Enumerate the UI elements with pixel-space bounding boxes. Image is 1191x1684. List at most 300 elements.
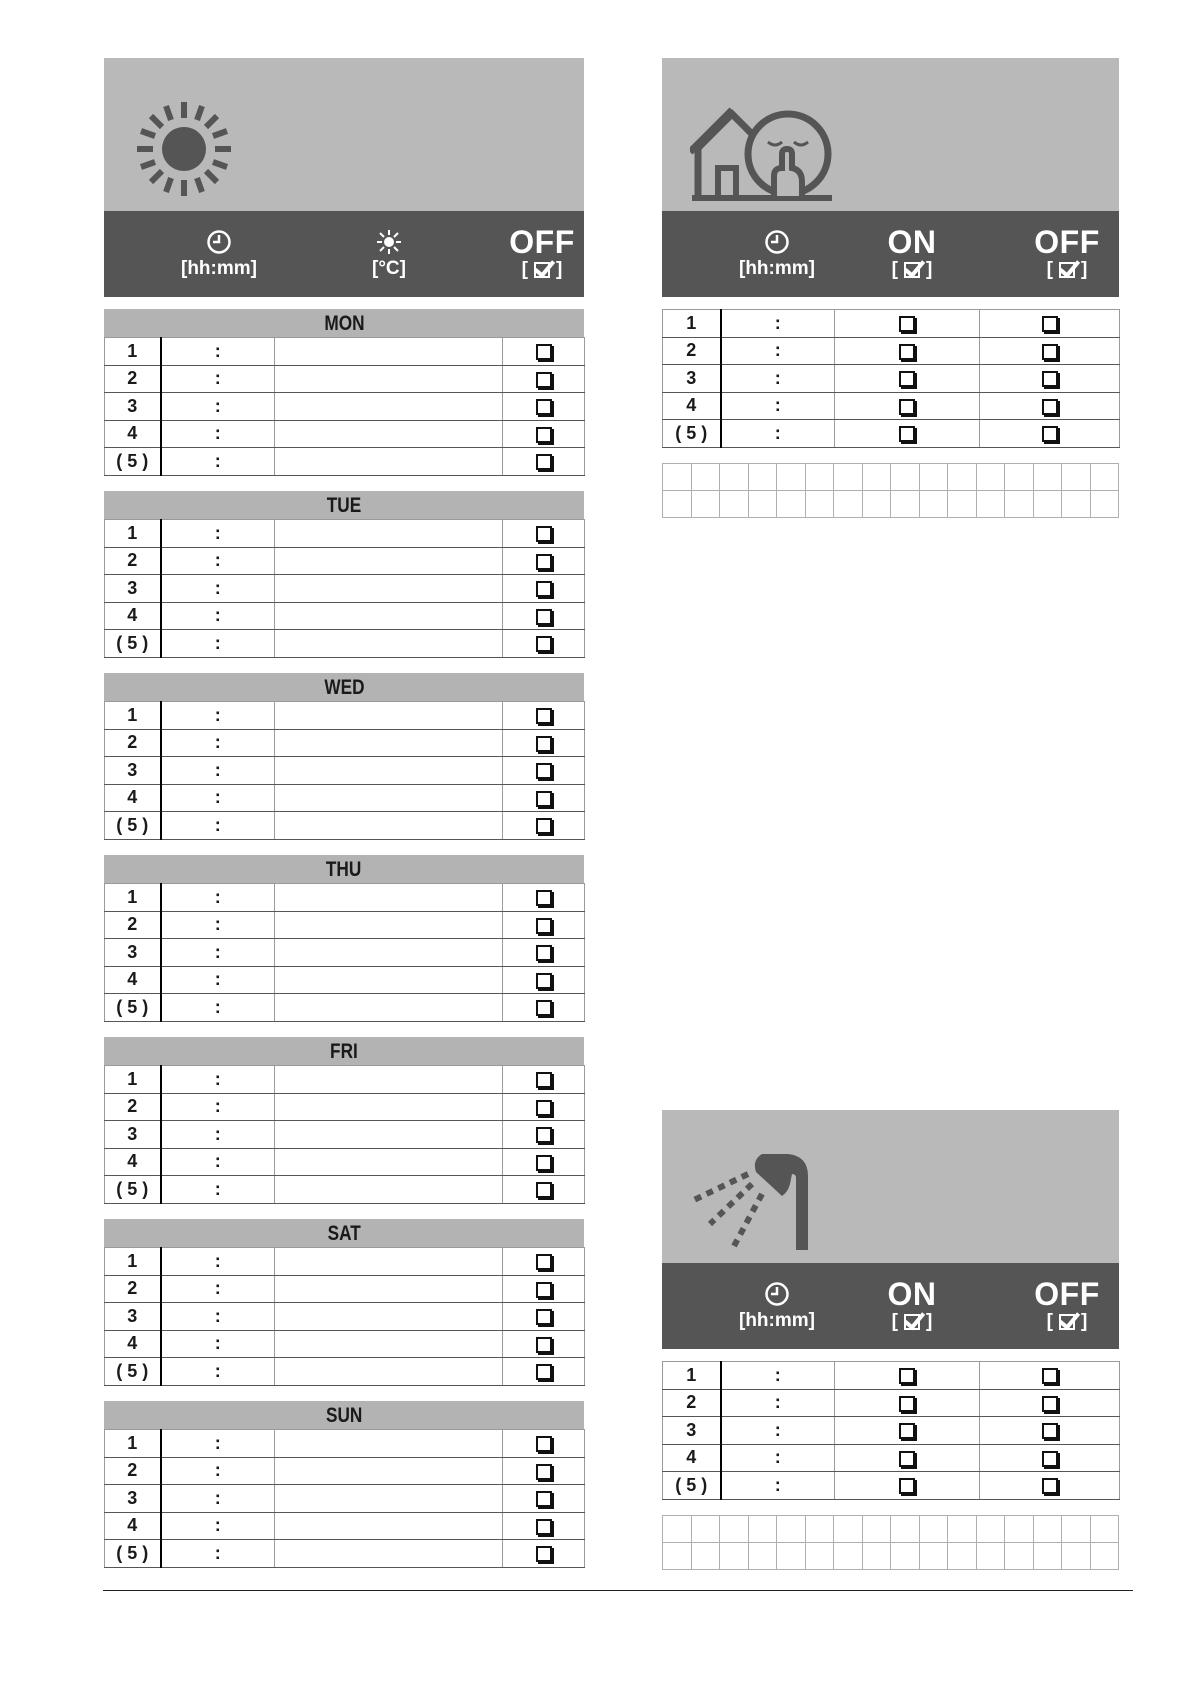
table-row (663, 420, 1120, 448)
notes-cell[interactable] (777, 464, 806, 491)
on-cell (835, 1417, 980, 1445)
off-checkbox[interactable] (1042, 316, 1058, 332)
notes-cell[interactable] (976, 1516, 1005, 1543)
notes-cell[interactable] (777, 491, 806, 518)
time-field[interactable]: : (161, 911, 275, 939)
slot-number: 1 (105, 884, 161, 912)
table-row (105, 520, 585, 548)
time-field[interactable]: : (721, 1389, 835, 1417)
time-field[interactable]: : (161, 1248, 275, 1276)
day-schedule-fri (104, 1037, 584, 1204)
table-row (105, 1512, 585, 1540)
notes-cell[interactable] (805, 491, 834, 518)
time-field[interactable]: : (721, 365, 835, 393)
off-checkbox[interactable] (536, 1546, 552, 1562)
notes-cell[interactable] (862, 1516, 891, 1543)
notes-cell[interactable] (891, 491, 920, 518)
time-field[interactable]: : (161, 1176, 275, 1204)
off-cell (980, 420, 1120, 448)
off-cell (980, 365, 1120, 393)
time-field[interactable]: : (721, 1417, 835, 1445)
off-cell (503, 1358, 585, 1386)
off-cell (980, 310, 1120, 338)
time-field[interactable]: : (161, 1275, 275, 1303)
notes-cell[interactable] (748, 1543, 777, 1570)
checked-box-icon (904, 262, 920, 278)
on-checkbox[interactable] (899, 426, 915, 442)
slot-number: 3 (105, 393, 161, 421)
temperature-field[interactable] (275, 520, 503, 548)
day-schedule-sat (104, 1219, 584, 1386)
temperature-field[interactable] (275, 1303, 503, 1331)
off-checkbox[interactable] (1042, 1368, 1058, 1384)
time-field[interactable]: : (721, 310, 835, 338)
day-schedule-tue (104, 491, 584, 658)
notes-cell[interactable] (862, 1543, 891, 1570)
off-checkbox[interactable] (536, 763, 552, 779)
table-row (105, 1275, 585, 1303)
off-checkbox[interactable] (1042, 371, 1058, 387)
time-field[interactable]: : (161, 338, 275, 366)
off-checkbox[interactable] (536, 1337, 552, 1353)
notes-cell[interactable] (834, 1516, 863, 1543)
slot-number: 4 (105, 420, 161, 448)
temperature-field[interactable] (275, 547, 503, 575)
page-bottom-rule (103, 1590, 1133, 1591)
notes-cell[interactable] (1090, 491, 1119, 518)
quiet-panel (662, 58, 1119, 298)
quiet-header (662, 211, 1119, 297)
notes-cell[interactable] (1033, 464, 1062, 491)
notes-cell[interactable] (1033, 1516, 1062, 1543)
off-checkbox[interactable] (536, 344, 552, 360)
temperature-field[interactable] (275, 1176, 503, 1204)
notes-cell[interactable] (919, 1543, 948, 1570)
time-field[interactable]: : (161, 575, 275, 603)
notes-cell[interactable] (805, 464, 834, 491)
off-column-header (1027, 1263, 1107, 1349)
slot-number: 2 (105, 365, 161, 393)
temperature-field[interactable] (275, 448, 503, 476)
temperature-field[interactable] (275, 966, 503, 994)
temperature-field[interactable] (275, 1248, 503, 1276)
hot-water-notes-grid (662, 1515, 1119, 1570)
on-column-header (872, 211, 952, 297)
temperature-field[interactable] (275, 812, 503, 840)
table-row (105, 702, 585, 730)
temperature-field[interactable] (275, 1148, 503, 1176)
off-checkbox[interactable] (536, 1254, 552, 1270)
notes-cell[interactable] (1005, 1516, 1034, 1543)
day-schedule-thu (104, 855, 584, 1022)
off-cell (503, 1066, 585, 1094)
notes-row (663, 491, 1119, 518)
temperature-field[interactable] (275, 1457, 503, 1485)
quiet-home-icon (690, 96, 840, 206)
off-checkbox[interactable] (536, 1155, 552, 1171)
time-field[interactable]: : (161, 729, 275, 757)
off-cell (980, 1417, 1120, 1445)
notes-cell[interactable] (748, 1516, 777, 1543)
temperature-field[interactable] (275, 1093, 503, 1121)
on-checkbox[interactable] (899, 371, 915, 387)
on-checkbox[interactable] (899, 1368, 915, 1384)
notes-cell[interactable] (891, 464, 920, 491)
off-checkbox[interactable] (1042, 399, 1058, 415)
off-checkbox[interactable] (1042, 1451, 1058, 1467)
slot-number: 2 (105, 1457, 161, 1485)
time-field[interactable]: : (161, 448, 275, 476)
time-field[interactable]: : (161, 1358, 275, 1386)
table-row (105, 1121, 585, 1149)
notes-cell[interactable] (919, 464, 948, 491)
clock-icon (206, 229, 232, 255)
table-row (105, 784, 585, 812)
off-cell (503, 1485, 585, 1513)
off-checkbox[interactable] (536, 1282, 552, 1298)
temperature-field[interactable] (275, 939, 503, 967)
notes-cell[interactable] (1090, 464, 1119, 491)
off-checkbox[interactable] (536, 1072, 552, 1088)
on-check-legend: [ ] (891, 259, 933, 280)
time-field[interactable]: : (161, 547, 275, 575)
time-field[interactable]: : (161, 812, 275, 840)
time-field[interactable]: : (161, 1330, 275, 1358)
time-field[interactable]: : (721, 1472, 835, 1500)
off-checkbox[interactable] (536, 736, 552, 752)
notes-cell[interactable] (720, 491, 749, 518)
notes-cell[interactable] (663, 1516, 692, 1543)
notes-cell[interactable] (948, 464, 977, 491)
time-field[interactable]: : (161, 1512, 275, 1540)
off-checkbox[interactable] (1042, 1423, 1058, 1439)
notes-cell[interactable] (976, 1543, 1005, 1570)
on-checkbox[interactable] (899, 1451, 915, 1467)
table-row (105, 1540, 585, 1568)
slot-number: 3 (105, 1303, 161, 1331)
slot-number: 2 (105, 911, 161, 939)
notes-cell[interactable] (720, 1516, 749, 1543)
time-field[interactable]: : (161, 1121, 275, 1149)
temperature-field[interactable] (275, 575, 503, 603)
temperature-field[interactable] (275, 1121, 503, 1149)
temperature-field[interactable] (275, 1358, 503, 1386)
table-row (105, 1248, 585, 1276)
time-field[interactable]: : (161, 1485, 275, 1513)
time-field[interactable]: : (721, 392, 835, 420)
notes-cell[interactable] (691, 1516, 720, 1543)
off-checkbox[interactable] (536, 1309, 552, 1325)
notes-cell[interactable] (919, 1516, 948, 1543)
hot-water-icon-band (662, 1110, 1119, 1263)
sun-small-icon (376, 229, 402, 255)
on-checkbox[interactable] (899, 1423, 915, 1439)
time-field[interactable]: : (161, 757, 275, 785)
temperature-unit-label: [°C] (372, 257, 406, 279)
off-checkbox[interactable] (536, 918, 552, 934)
off-cell (980, 1444, 1120, 1472)
notes-cell[interactable] (1033, 1543, 1062, 1570)
time-field[interactable]: : (161, 1457, 275, 1485)
time-field[interactable]: : (161, 994, 275, 1022)
temperature-field[interactable] (275, 338, 503, 366)
notes-cell[interactable] (720, 1543, 749, 1570)
off-cell (503, 1540, 585, 1568)
notes-cell[interactable] (691, 1543, 720, 1570)
notes-cell[interactable] (976, 464, 1005, 491)
notes-cell[interactable] (919, 491, 948, 518)
off-checkbox[interactable] (536, 945, 552, 961)
notes-cell[interactable] (1062, 464, 1091, 491)
off-checkbox[interactable] (536, 1491, 552, 1507)
table-row (105, 547, 585, 575)
notes-cell[interactable] (834, 464, 863, 491)
notes-row (663, 1543, 1119, 1570)
temperature-field[interactable] (275, 420, 503, 448)
off-checkbox[interactable] (536, 454, 552, 470)
slot-number: 3 (105, 757, 161, 785)
notes-cell[interactable] (891, 1543, 920, 1570)
notes-cell[interactable] (720, 464, 749, 491)
on-cell (835, 337, 980, 365)
time-unit-label: [hh:mm] (739, 257, 815, 279)
time-field[interactable]: : (161, 602, 275, 630)
time-field[interactable]: : (161, 1430, 275, 1458)
slot-number: 3 (663, 1417, 721, 1445)
off-checkbox[interactable] (536, 1464, 552, 1480)
notes-cell[interactable] (834, 491, 863, 518)
off-checkbox[interactable] (536, 609, 552, 625)
temperature-field[interactable] (275, 911, 503, 939)
time-field[interactable]: : (721, 1362, 835, 1390)
on-checkbox[interactable] (899, 1396, 915, 1412)
time-field[interactable]: : (161, 966, 275, 994)
hot-water-schedule (662, 1361, 1119, 1500)
off-checkbox[interactable] (536, 1127, 552, 1143)
time-field[interactable]: : (161, 1066, 275, 1094)
slot-number: 2 (663, 337, 721, 365)
temperature-field[interactable] (275, 1540, 503, 1568)
temperature-field[interactable] (275, 1512, 503, 1540)
notes-row (663, 464, 1119, 491)
on-checkbox[interactable] (899, 1478, 915, 1494)
off-checkbox[interactable] (1042, 344, 1058, 360)
table-row (105, 1457, 585, 1485)
checked-box-icon (904, 1314, 920, 1330)
slot-number: 1 (105, 338, 161, 366)
on-cell (835, 392, 980, 420)
off-checkbox[interactable] (536, 526, 552, 542)
time-field[interactable]: : (721, 337, 835, 365)
notes-cell[interactable] (948, 491, 977, 518)
notes-cell[interactable] (748, 464, 777, 491)
table-row (105, 1066, 585, 1094)
time-column-header (722, 1263, 832, 1349)
time-field[interactable]: : (161, 365, 275, 393)
time-field[interactable]: : (721, 1444, 835, 1472)
notes-cell[interactable] (862, 464, 891, 491)
slot-number: 4 (105, 1512, 161, 1540)
off-checkbox[interactable] (1042, 1396, 1058, 1412)
time-unit-label: [hh:mm] (181, 257, 257, 279)
slot-number: 1 (105, 1430, 161, 1458)
off-checkbox[interactable] (536, 890, 552, 906)
day-label: FRI (330, 1040, 358, 1063)
slot-number: 4 (105, 1148, 161, 1176)
notes-cell[interactable] (1062, 491, 1091, 518)
time-field[interactable]: : (161, 393, 275, 421)
off-checkbox[interactable] (536, 973, 552, 989)
notes-cell[interactable] (1005, 491, 1034, 518)
day-label: WED (323, 676, 365, 699)
slot-number: 1 (105, 1066, 161, 1094)
time-field[interactable]: : (161, 1303, 275, 1331)
on-label: ON (887, 1276, 937, 1312)
notes-cell[interactable] (1005, 1543, 1034, 1570)
time-field[interactable]: : (161, 784, 275, 812)
off-checkbox[interactable] (536, 818, 552, 834)
off-cell (503, 1093, 585, 1121)
temperature-field[interactable] (275, 630, 503, 658)
off-checkbox[interactable] (536, 1436, 552, 1452)
time-field[interactable]: : (161, 420, 275, 448)
day-schedule-mon (104, 309, 584, 476)
table-row (663, 1444, 1120, 1472)
table-row (105, 630, 585, 658)
slot-number: ( 5 ) (105, 1540, 161, 1568)
time-field[interactable]: : (161, 1093, 275, 1121)
off-checkbox[interactable] (536, 427, 552, 443)
notes-cell[interactable] (862, 491, 891, 518)
time-field[interactable]: : (161, 702, 275, 730)
notes-cell[interactable] (1062, 1516, 1091, 1543)
temperature-field[interactable] (275, 1066, 503, 1094)
slot-number: 3 (105, 1121, 161, 1149)
time-field[interactable]: : (161, 1540, 275, 1568)
day-header (104, 491, 584, 519)
notes-cell[interactable] (1090, 1543, 1119, 1570)
off-column-header (1027, 211, 1107, 297)
slot-number: 4 (105, 1330, 161, 1358)
time-field[interactable]: : (161, 630, 275, 658)
off-cell (980, 392, 1120, 420)
off-cell (503, 1512, 585, 1540)
hot-water-panel (662, 1110, 1119, 1350)
notes-cell[interactable] (948, 1543, 977, 1570)
notes-cell[interactable] (691, 464, 720, 491)
off-checkbox[interactable] (536, 708, 552, 724)
off-cell (503, 812, 585, 840)
notes-cell[interactable] (663, 1543, 692, 1570)
notes-cell[interactable] (777, 1543, 806, 1570)
clock-icon (764, 1281, 790, 1307)
off-checkbox[interactable] (536, 1364, 552, 1380)
temperature-field[interactable] (275, 1275, 503, 1303)
off-cell (980, 1362, 1120, 1390)
off-checkbox[interactable] (536, 399, 552, 415)
off-checkbox[interactable] (536, 581, 552, 597)
off-checkbox[interactable] (1042, 1478, 1058, 1494)
off-checkbox[interactable] (536, 372, 552, 388)
temperature-field[interactable] (275, 994, 503, 1022)
on-cell (835, 1389, 980, 1417)
temperature-field[interactable] (275, 1430, 503, 1458)
day-label: TUE (326, 494, 362, 517)
time-field[interactable]: : (161, 520, 275, 548)
on-off-table (662, 309, 1120, 448)
notes-cell[interactable] (777, 1516, 806, 1543)
temperature-field[interactable] (275, 784, 503, 812)
notes-cell[interactable] (891, 1516, 920, 1543)
temperature-field[interactable] (275, 393, 503, 421)
notes-cell[interactable] (805, 1516, 834, 1543)
day-header (104, 673, 584, 701)
off-cell (503, 702, 585, 730)
notes-cell[interactable] (691, 491, 720, 518)
notes-cell[interactable] (1090, 1516, 1119, 1543)
on-checkbox[interactable] (899, 344, 915, 360)
off-checkbox[interactable] (536, 791, 552, 807)
off-checkbox[interactable] (536, 554, 552, 570)
temperature-field[interactable] (275, 757, 503, 785)
off-cell (503, 393, 585, 421)
slot-number: 3 (105, 1485, 161, 1513)
time-field[interactable]: : (721, 420, 835, 448)
temperature-field[interactable] (275, 729, 503, 757)
notes-cell[interactable] (948, 1516, 977, 1543)
off-checkbox[interactable] (536, 1519, 552, 1535)
off-checkbox[interactable] (536, 1100, 552, 1116)
off-checkbox[interactable] (536, 1000, 552, 1016)
notes-cell[interactable] (834, 1543, 863, 1570)
notes-cell[interactable] (976, 491, 1005, 518)
day-table (104, 701, 585, 840)
table-row (105, 1093, 585, 1121)
off-checkbox[interactable] (536, 1182, 552, 1198)
time-field[interactable]: : (161, 939, 275, 967)
notes-cell[interactable] (1033, 491, 1062, 518)
notes-cell[interactable] (805, 1543, 834, 1570)
notes-cell[interactable] (748, 491, 777, 518)
temperature-field[interactable] (275, 602, 503, 630)
time-field[interactable]: : (161, 1148, 275, 1176)
off-cell (503, 757, 585, 785)
clock-icon (764, 229, 790, 255)
temperature-field[interactable] (275, 1330, 503, 1358)
off-checkbox[interactable] (536, 636, 552, 652)
temperature-field[interactable] (275, 365, 503, 393)
temperature-field[interactable] (275, 1485, 503, 1513)
off-cell (503, 520, 585, 548)
notes-cell[interactable] (1062, 1543, 1091, 1570)
temperature-field[interactable] (275, 884, 503, 912)
on-checkbox[interactable] (899, 316, 915, 332)
temperature-field[interactable] (275, 702, 503, 730)
off-cell (503, 1330, 585, 1358)
day-table (104, 1247, 585, 1386)
notes-cell[interactable] (1005, 464, 1034, 491)
slot-number: 1 (663, 1362, 721, 1390)
off-cell (980, 1472, 1120, 1500)
off-cell (503, 575, 585, 603)
notes-cell[interactable] (663, 491, 692, 518)
on-checkbox[interactable] (899, 399, 915, 415)
time-field[interactable]: : (161, 884, 275, 912)
slot-number: 2 (105, 547, 161, 575)
notes-cell[interactable] (663, 464, 692, 491)
table-row (105, 966, 585, 994)
off-checkbox[interactable] (1042, 426, 1058, 442)
